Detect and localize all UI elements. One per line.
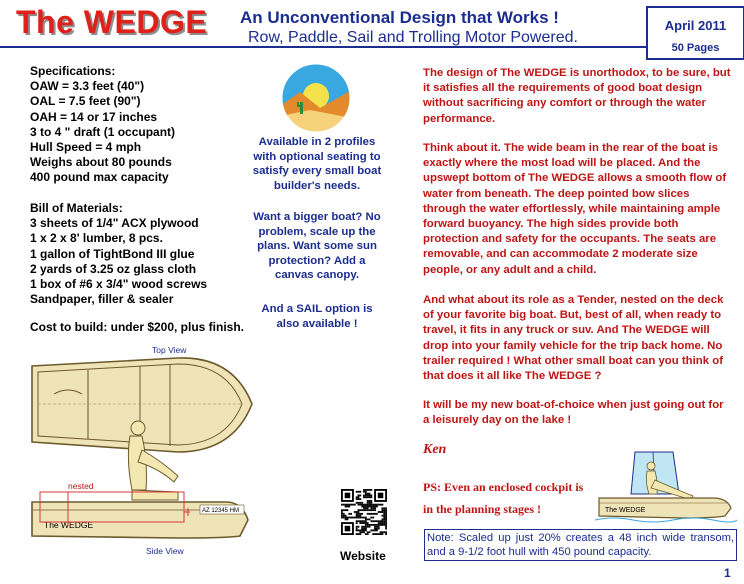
spec-item: 3 to 4 " draft (1 occupant) [30,124,176,139]
sail-option-line: also available ! [276,317,358,330]
issue-date: April 2011 [664,18,727,33]
bigger-boat-line: plans. Want some sun [257,240,377,252]
materials-heading: Bill of Materials: [30,201,123,215]
bigger-boat-text [248,210,386,283]
spec-item: OAH = 14 or 17 inches [30,109,158,124]
closing-paragraph: It will be my new boat-of-choice when just going out for a leisurely day on the lake ! [423,399,724,427]
material-item: 3 sheets of 1/4" ACX plywood [30,216,199,231]
spec-item: 400 pound max capacity [30,170,169,185]
specifications-block [30,64,175,186]
sail-option-text [248,302,386,331]
materials-block [30,201,207,307]
scaling-note: Note: Scaled up just 20% creates a 48 inch wide transom, and a 9-1/2 foot hull with 450 pound capacity. [424,529,737,561]
nested-label: nested [68,481,94,491]
sail-option-line: And a SAIL option is [261,303,373,315]
signature: Ken [423,442,447,457]
registration-label: AZ 12345 HM [202,508,240,514]
specifications-heading: Specifications: [30,64,116,78]
postscript: PS: Even an enclosed cockpit is in the planning stages ! [423,480,584,516]
page-count: 50 Pages [671,42,720,54]
profiles-text [248,135,386,193]
material-item: 1 x 2 x 8' lumber, 8 pcs. [30,231,163,246]
design-paragraph: Think about it. The wide beam in the rear of the boat is exactly where the most load will be placed. And the upswept bottom of The WEDGE allows a smooth flow of water from beneath. The deep pointed bow slices through the water effortlessly, while maintaining ample forward buoyancy. The high sides provide both protection and safety for the occupants. The seats are removable, and can accommodate 2 moderate size people, or any adult and a child. [423,142,727,276]
top-view-label: Top View [152,345,187,355]
intro-paragraph: The design of The WEDGE is unorthodox, to be sure, but it satisfies all the requirements of good boat design without sacrificing any comfort or through the water performance. [423,67,731,125]
spec-item: Hull Speed = 4 mph [30,140,142,155]
profiles-line: Available in 2 profiles [258,136,376,148]
qr-code-icon[interactable] [341,489,387,535]
side-view-label: Side View [146,546,184,556]
enclosed-cockpit-drawing [593,444,738,524]
profiles-line: builder's needs. [273,179,361,192]
material-item: 1 gallon of TightBond III glue [30,246,195,261]
tender-paragraph: And what about its role as a Tender, nested on the deck of your favorite big boat. But, best of all, when ready to travel, it fits in any truck or suv. And The WEDGE will drop into your family vehicle for the trip back home. No trailer required ! What other small boat can you think of that does it all like The WEDGE ? [423,294,724,383]
website-link[interactable]: Website [340,549,386,563]
profiles-line: with optional seating to [253,150,381,163]
boat-plan-drawing [28,340,260,558]
tagline-primary: An Unconventional Design that Works ! [240,8,559,27]
material-item: Sandpaper, filler & sealer [30,292,174,307]
spec-item: OAL = 7.5 feet (90") [30,94,141,109]
profiles-line: satisfy every small boat [252,165,382,177]
date-box [646,6,744,60]
page-title: The WEDGE [16,4,208,40]
spec-item: OAW = 3.3 feet (40") [30,79,145,94]
bigger-boat-line: canvas canopy. [275,269,359,281]
hull-name-label: The WEDGE [44,520,94,530]
bigger-boat-line: protection? Add a [268,254,366,267]
page-number: 1 [724,566,731,580]
bigger-boat-line: Want a bigger boat? No [253,211,381,223]
material-item: 1 box of #6 x 3/4" wood screws [30,277,208,292]
spec-item: Weighs about 80 pounds [30,155,172,170]
tagline-secondary: Row, Paddle, Sail and Trolling Motor Powered. [248,29,578,46]
material-item: 2 yards of 3.25 oz glass cloth [30,261,197,276]
right-hull-label: The WEDGE [605,507,646,514]
bigger-boat-line: problem, scale up the [258,225,376,238]
cost-line: Cost to build: under $200, plus finish. [30,320,245,334]
desert-sun-logo-icon [280,62,352,134]
